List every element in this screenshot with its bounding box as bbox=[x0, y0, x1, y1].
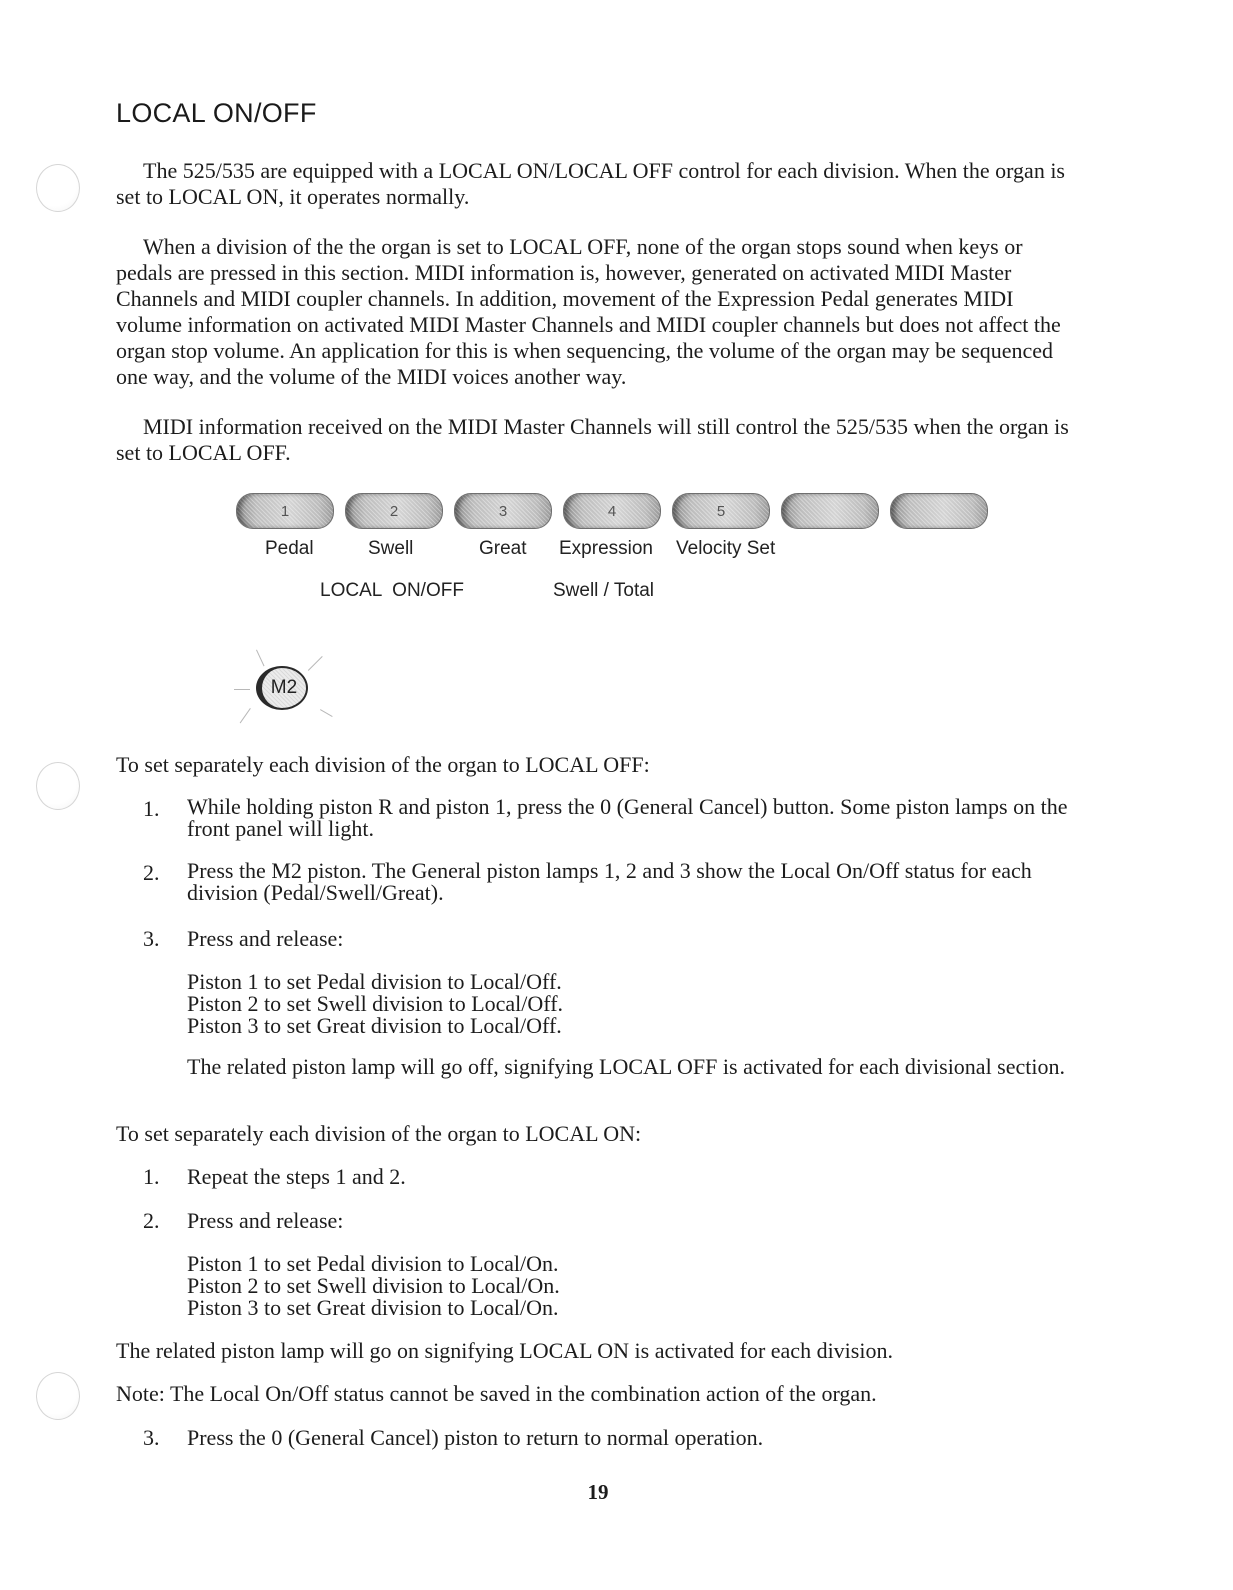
local-on-result: The related piston lamp will go on signifying LOCAL ON is activated for each division. bbox=[116, 1338, 893, 1363]
local-off-result: The related piston lamp will go off, signifying LOCAL OFF is activated for each divisional section. bbox=[187, 1054, 1066, 1079]
page-number: 19 bbox=[587, 1480, 609, 1504]
light-ray bbox=[240, 708, 251, 723]
punch-hole bbox=[36, 1372, 80, 1420]
intro-paragraph: The 525/535 are equipped with a LOCAL ON/LOCAL OFF control for each division. When the organ is set to LOCAL ON, it operates normally. bbox=[116, 158, 1065, 209]
label-swell: Swell bbox=[368, 538, 414, 559]
light-ray bbox=[234, 689, 250, 690]
piston-instruction: Piston 3 to set Great division to Local/On. bbox=[187, 1295, 559, 1320]
step-text: Press the 0 (General Cancel) piston to return to normal operation. bbox=[187, 1425, 764, 1450]
piston-instruction: Piston 1 to set Pedal division to Local/Off. bbox=[187, 969, 562, 994]
piston-diagram bbox=[236, 493, 988, 529]
local-on-intro: To set separately each division of the organ to LOCAL ON: bbox=[116, 1121, 642, 1146]
piston-instruction: Piston 3 to set Great division to Local/Off. bbox=[187, 1013, 562, 1038]
piston-5: 5 bbox=[672, 493, 770, 529]
piston-3: 3 bbox=[454, 493, 552, 529]
light-ray bbox=[308, 656, 323, 671]
light-ray bbox=[256, 650, 265, 667]
light-ray bbox=[320, 709, 333, 717]
step-text: While holding piston R and piston 1, press the 0 (General Cancel) button. Some piston lamps on the front panel will light. bbox=[187, 794, 1068, 841]
label-swell-total: Swell / Total bbox=[553, 580, 655, 601]
piston-instruction: Piston 2 to set Swell division to Local/On. bbox=[187, 1273, 560, 1298]
piston-1: 1 bbox=[236, 493, 334, 529]
piston-instruction: Piston 2 to set Swell division to Local/Off. bbox=[187, 991, 564, 1016]
m2-piston-graphic bbox=[232, 648, 332, 728]
m2-piston: M2 bbox=[256, 666, 308, 710]
piston-2: 2 bbox=[345, 493, 443, 529]
label-local-on-off: LOCAL ON/OFF bbox=[320, 580, 464, 601]
punch-hole bbox=[36, 164, 80, 212]
local-off-description: When a division of the the organ is set to LOCAL OFF, none of the organ stops sound when keys or pedals are pressed in this section. MIDI information is, however, generated on activated MIDI Master Channels and MIDI coupler channels. In addition, movement of the Expression Pedal generates MIDI volume information on activated MIDI Master Channels and MIDI coupler channels but does not affect the organ stop volume. An application for this is when sequencing, the volume of the organ may be sequenced one way, and the volume of the MIDI voices another way. bbox=[116, 234, 1061, 389]
step-number: 2. bbox=[143, 1208, 160, 1233]
label-pedal: Pedal bbox=[265, 538, 314, 559]
page-title: LOCAL ON/OFF bbox=[116, 98, 317, 128]
step-number: 3. bbox=[143, 926, 160, 951]
piston-6 bbox=[781, 493, 879, 529]
midi-receive-paragraph: MIDI information received on the MIDI Master Channels will still control the 525/535 when the organ is set to LOCAL OFF. bbox=[116, 414, 1069, 465]
step-number: 2. bbox=[143, 860, 160, 885]
punch-hole bbox=[36, 762, 80, 810]
piston-4: 4 bbox=[563, 493, 661, 529]
step-text: Repeat the steps 1 and 2. bbox=[187, 1164, 406, 1189]
note: Note: The Local On/Off status cannot be saved in the combination action of the organ. bbox=[116, 1381, 877, 1406]
step-number: 1. bbox=[143, 1164, 160, 1189]
piston-7 bbox=[890, 493, 988, 529]
step-text: Press and release: bbox=[187, 1208, 344, 1233]
label-velocity-set: Velocity Set bbox=[676, 538, 776, 559]
piston-instruction: Piston 1 to set Pedal division to Local/On. bbox=[187, 1251, 559, 1276]
label-great: Great bbox=[479, 538, 527, 559]
local-off-intro: To set separately each division of the organ to LOCAL OFF: bbox=[116, 752, 650, 777]
step-number: 3. bbox=[143, 1425, 160, 1450]
step-text: Press and release: bbox=[187, 926, 344, 951]
step-number: 1. bbox=[143, 796, 160, 821]
label-expression: Expression bbox=[559, 538, 653, 559]
step-text: Press the M2 piston. The General piston lamps 1, 2 and 3 show the Local On/Off status for each division (Pedal/Swell/Great). bbox=[187, 858, 1032, 905]
